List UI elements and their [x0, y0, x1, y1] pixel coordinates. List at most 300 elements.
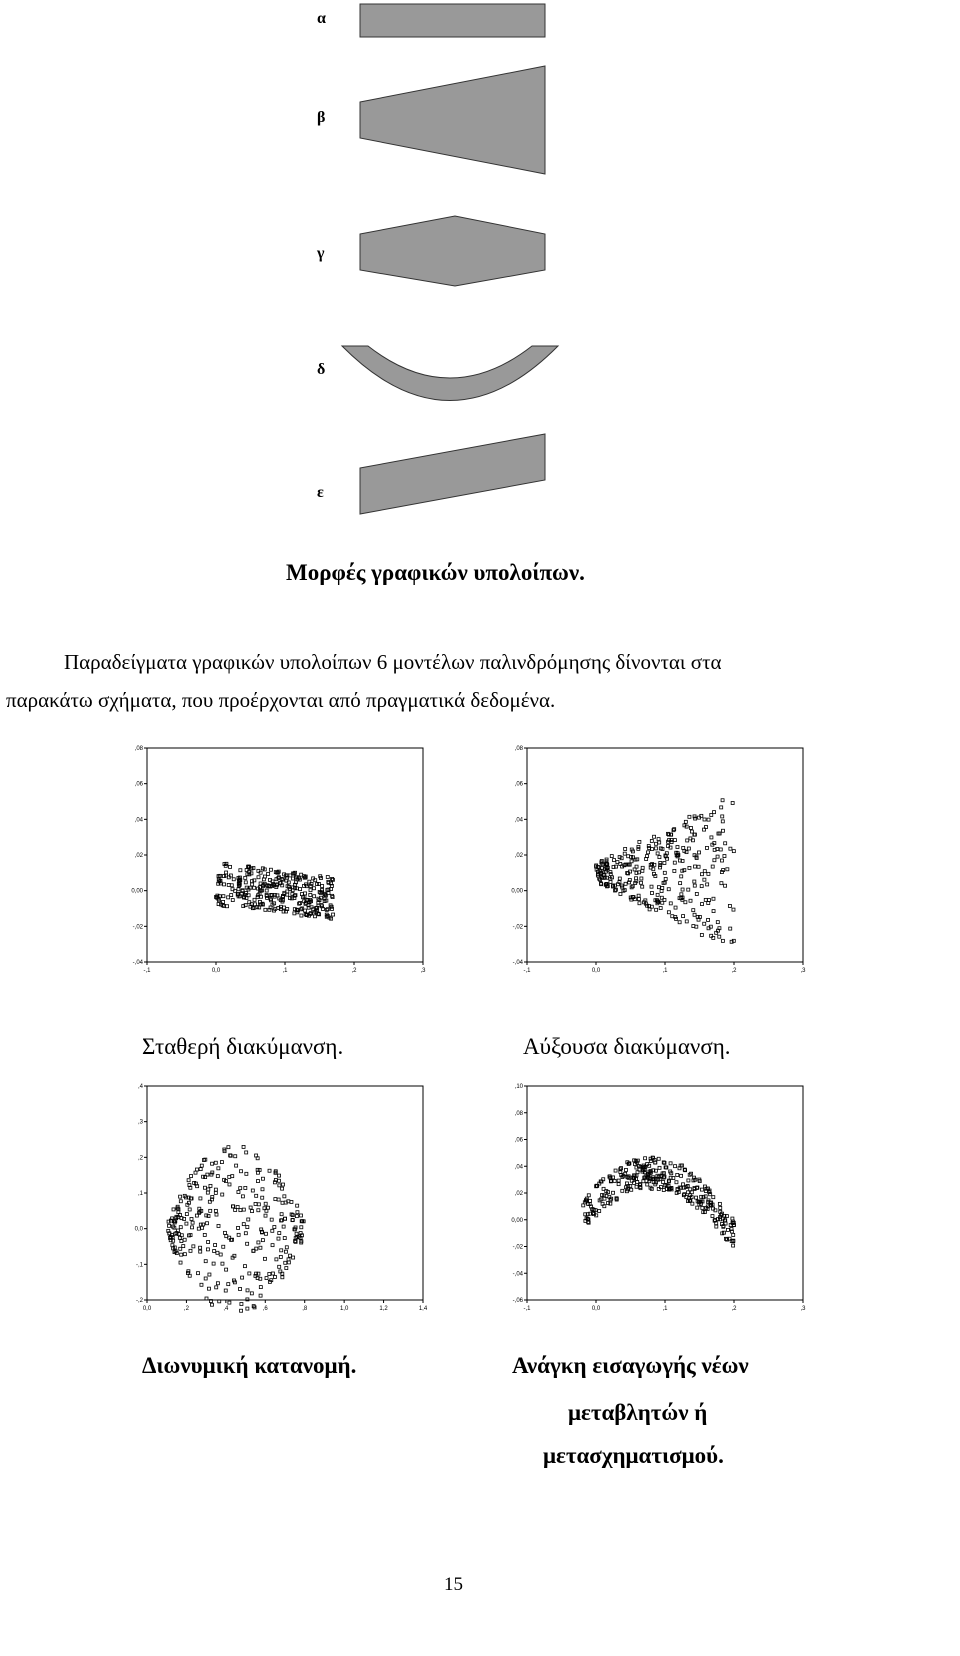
scatter-point	[255, 1194, 258, 1197]
scatter-point	[281, 1201, 284, 1204]
scatter-point	[206, 1191, 209, 1194]
scatter-point	[237, 1191, 240, 1194]
scatter-point	[285, 1267, 288, 1270]
scatter-point	[289, 1254, 292, 1257]
scatter-point	[658, 841, 661, 844]
scatter-point	[619, 892, 622, 895]
shape-diamond-gamma	[360, 216, 545, 286]
scatter-point	[635, 877, 638, 880]
x-tick-label: ,6	[262, 1306, 268, 1312]
scatter-point	[223, 1231, 226, 1234]
scatter-point	[256, 1180, 259, 1183]
scatter-point	[179, 1261, 182, 1264]
caption-transformation-line-2: μεταβλητών ή	[568, 1400, 708, 1425]
scatter-point	[674, 1165, 677, 1168]
scatter-point	[264, 1214, 267, 1217]
y-tick-label: 0,00	[131, 888, 143, 895]
scatter-point	[638, 902, 641, 905]
scatter-point	[720, 859, 723, 862]
caption-increasing-variance: Αύξουσα διακύμανση.	[523, 1034, 731, 1059]
scatter-point	[313, 895, 316, 898]
scatter-point	[664, 877, 667, 880]
scatter-point	[204, 1260, 207, 1263]
scatter-point	[179, 1247, 182, 1250]
scatter-point	[731, 1217, 734, 1220]
scatter-point	[264, 908, 267, 911]
scatter-point	[232, 878, 235, 881]
scatter-point	[168, 1224, 171, 1227]
scatter-point	[197, 1227, 200, 1230]
scatter-point	[299, 1214, 302, 1217]
scatter-plot-constant-variance	[115, 742, 435, 982]
scatter-point	[214, 1191, 217, 1194]
scatter-point	[180, 1253, 183, 1256]
scatter-point	[214, 1161, 217, 1164]
scatter-point	[227, 1146, 230, 1149]
scatter-point	[282, 1225, 285, 1228]
scatter-point	[271, 1272, 274, 1275]
scatter-point	[309, 884, 312, 887]
scatter-point	[222, 895, 225, 898]
scatter-point	[598, 1210, 601, 1213]
caption-transformation-line-1: Ανάγκη εισαγωγής νέων	[512, 1353, 749, 1378]
scatter-point	[623, 852, 626, 855]
scatter-point	[267, 872, 270, 875]
x-tick-label: ,4	[223, 1306, 229, 1312]
scatter-point	[732, 1244, 735, 1247]
scatter-point	[259, 1294, 262, 1297]
scatter-point	[192, 1245, 195, 1248]
caption-transformation-line-3: μετασχηματισμού.	[543, 1443, 724, 1468]
y-tick-label: 0,0	[134, 1226, 143, 1233]
scatter-point	[271, 1244, 274, 1247]
scatter-point	[253, 898, 256, 901]
scatter-point	[728, 904, 731, 907]
scatter-point	[674, 906, 677, 909]
scatter-point	[234, 1155, 237, 1158]
scatter-point	[667, 911, 670, 914]
scatter-point	[261, 1177, 264, 1180]
scatter-point	[724, 842, 727, 845]
scatter-point	[273, 1275, 276, 1278]
scatter-point	[194, 1171, 197, 1174]
y-tick-label: ,08	[514, 746, 523, 752]
scatter-point	[299, 888, 302, 891]
scatter-point	[680, 893, 683, 896]
scatter-point	[680, 875, 683, 878]
scatter-point	[684, 901, 687, 904]
scatter-point	[679, 882, 682, 885]
scatter-point	[251, 1189, 254, 1192]
shape-band-alpha	[360, 4, 545, 37]
scatter-point	[214, 1209, 217, 1212]
scatter-point	[237, 1233, 240, 1236]
scatter-point	[244, 1232, 247, 1235]
scatter-point	[612, 1191, 615, 1194]
scatter-point	[700, 933, 703, 936]
scatter-point	[658, 856, 661, 859]
scatter-point	[663, 861, 666, 864]
scatter-point	[700, 885, 703, 888]
scatter-point	[215, 1213, 218, 1216]
scatter-point	[197, 1272, 200, 1275]
scatter-point	[695, 1196, 698, 1199]
scatter-point	[244, 1186, 247, 1189]
x-tick-label: ,3	[800, 1306, 806, 1312]
scatter-point	[268, 1273, 271, 1276]
scatter-point	[673, 861, 676, 864]
scatter-point	[720, 882, 723, 885]
scatter-point	[278, 1174, 281, 1177]
scatter-point	[257, 1209, 260, 1212]
scatter-point	[245, 1172, 248, 1175]
scatter-point	[228, 1175, 231, 1178]
scatter-point	[609, 880, 612, 883]
scatter-point	[332, 913, 335, 916]
scatter-point	[695, 892, 698, 895]
scatter-point	[216, 1282, 219, 1285]
scatter-point	[621, 1189, 624, 1192]
scatter-point	[688, 815, 691, 818]
y-tick-label: -,2	[135, 1298, 143, 1304]
scatter-point	[263, 1257, 266, 1260]
scatter-point	[700, 1188, 703, 1191]
scatter-point	[698, 851, 701, 854]
paragraph-line-1: Παραδείγματα γραφικών υπολοίπων 6 μοντέλων παλινδρόμησης δίνονται στα	[64, 650, 722, 674]
scatter-point	[281, 1187, 284, 1190]
scatter-point	[257, 1203, 260, 1206]
scatter-point	[189, 1249, 192, 1252]
scatter-point	[693, 884, 696, 887]
scatter-point	[582, 1204, 585, 1207]
y-tick-label: -,04	[512, 960, 523, 966]
scatter-point	[686, 839, 689, 842]
scatter-point	[244, 881, 247, 884]
y-tick-label: ,4	[137, 1084, 143, 1090]
scatter-point	[669, 902, 672, 905]
scatter-point	[280, 1213, 283, 1216]
scatter-point	[721, 799, 724, 802]
scatter-point	[221, 1193, 224, 1196]
scatter-point	[259, 1246, 262, 1249]
scatter-point	[211, 1171, 214, 1174]
scatter-point	[720, 806, 723, 809]
scatter-point	[689, 899, 692, 902]
scatter-point	[613, 859, 616, 862]
scatter-point	[206, 1222, 209, 1225]
scatter-point	[701, 1206, 704, 1209]
scatter-point	[246, 1242, 249, 1245]
scatter-point	[241, 1195, 244, 1198]
scatter-point	[675, 1191, 678, 1194]
scatter-point	[617, 1183, 620, 1186]
x-tick-label: -,1	[523, 968, 531, 974]
scatter-point	[656, 893, 659, 896]
scatter-point	[239, 869, 242, 872]
scatter-point	[688, 866, 691, 869]
scatter-point	[719, 1206, 722, 1209]
scatter-point	[207, 1287, 210, 1290]
scatter-point	[719, 848, 722, 851]
scatter-point	[240, 1302, 243, 1305]
scatter-point	[265, 889, 268, 892]
scatter-point	[712, 936, 715, 939]
scatter-point	[199, 1246, 202, 1249]
y-tick-label: -,02	[512, 924, 523, 931]
scatter-point	[673, 839, 676, 842]
scatter-point	[724, 884, 727, 887]
y-tick-label: -,04	[132, 960, 143, 966]
shape-label-alpha: α	[317, 10, 326, 27]
y-tick-label: ,02	[514, 853, 523, 859]
scatter-point	[284, 1261, 287, 1264]
scatter-point	[655, 842, 658, 845]
scatter-point	[650, 885, 653, 888]
scatter-point	[692, 909, 695, 912]
scatter-point	[282, 1183, 285, 1186]
scatter-point	[726, 868, 729, 871]
scatter-point	[182, 1245, 185, 1248]
scatter-point	[281, 1276, 284, 1279]
scatter-point	[669, 1162, 672, 1165]
scatter-point	[251, 883, 254, 886]
scatter-point	[671, 915, 674, 918]
scatter-point	[223, 883, 226, 886]
scatter-point	[264, 1232, 267, 1235]
scatter-point	[647, 851, 650, 854]
shapes-caption: Μορφές γραφικών υπολοίπων.	[286, 560, 585, 585]
scatter-point	[710, 836, 713, 839]
y-tick-label: ,08	[514, 1110, 523, 1117]
scatter-plot-transformation-needed	[495, 1080, 815, 1320]
scatter-point	[212, 1262, 215, 1265]
scatter-point	[709, 1193, 712, 1196]
shape-wedge-beta	[360, 66, 545, 174]
shape-label-beta: β	[317, 109, 326, 126]
scatter-point	[292, 1256, 295, 1259]
shape-label-epsilon: ε	[317, 484, 324, 501]
scatter-point	[589, 1199, 592, 1202]
scatter-point	[732, 908, 735, 911]
shape-constant-variance	[0, 0, 960, 560]
scatter-point	[656, 852, 659, 855]
scatter-point	[208, 1273, 211, 1276]
scatter-point	[225, 871, 228, 874]
scatter-point	[300, 908, 303, 911]
scatter-point	[711, 865, 714, 868]
scatter-point	[680, 1174, 683, 1177]
scatter-point	[657, 886, 660, 889]
scatter-point	[228, 1183, 231, 1186]
scatter-point	[183, 1238, 186, 1241]
scatter-point	[681, 888, 684, 891]
scatter-point	[185, 1213, 188, 1216]
scatter-point	[261, 1239, 264, 1242]
scatter-point	[283, 906, 286, 909]
scatter-point	[244, 876, 247, 879]
scatter-point	[283, 1195, 286, 1198]
scatter-point	[187, 1179, 190, 1182]
scatter-point	[207, 1240, 210, 1243]
scatter-point	[713, 859, 716, 862]
y-tick-label: ,06	[134, 781, 143, 788]
scatter-point	[216, 1175, 219, 1178]
scatter-point	[261, 1196, 264, 1199]
scatter-point	[277, 1179, 280, 1182]
y-tick-label: ,3	[137, 1119, 143, 1126]
scatter-plot-binomial	[115, 1080, 435, 1320]
scatter-point	[240, 1309, 243, 1312]
y-tick-label: ,06	[514, 781, 523, 788]
scatter-point	[617, 1179, 620, 1182]
scatter-point	[729, 847, 732, 850]
scatter-point	[707, 918, 710, 921]
scatter-point	[641, 885, 644, 888]
scatter-point	[191, 1221, 194, 1224]
scatter-point	[676, 1173, 679, 1176]
scatter-point	[215, 1286, 218, 1289]
scatter-point	[275, 1258, 278, 1261]
scatter-point	[217, 1224, 220, 1227]
x-tick-label: ,8	[302, 1306, 308, 1312]
scatter-point	[696, 1206, 699, 1209]
scatter-point	[229, 865, 232, 868]
scatter-point	[716, 855, 719, 858]
scatter-point	[655, 908, 658, 911]
page-number: 15	[444, 1574, 463, 1595]
scatter-point	[676, 845, 679, 848]
scatter-point	[721, 815, 724, 818]
scatter-point	[230, 884, 233, 887]
scatter-point	[704, 898, 707, 901]
scatter-point	[296, 1211, 299, 1214]
scatter-point	[179, 1226, 182, 1229]
scatter-point	[731, 801, 734, 804]
scatter-point	[712, 897, 715, 900]
scatter-point	[653, 835, 656, 838]
scatter-point	[203, 1186, 206, 1189]
x-tick-label: ,3	[420, 968, 426, 974]
y-tick-label: -,02	[132, 924, 143, 931]
plot-frame	[527, 1086, 803, 1300]
y-tick-label: ,06	[514, 1137, 523, 1144]
scatter-point	[226, 905, 229, 908]
scatter-point	[687, 847, 690, 850]
scatter-point	[222, 1245, 225, 1248]
scatter-point	[723, 855, 726, 858]
scatter-point	[689, 826, 692, 829]
scatter-point	[732, 850, 735, 853]
x-tick-label: ,2	[183, 1306, 189, 1312]
scatter-point	[637, 894, 640, 897]
scatter-point	[700, 873, 703, 876]
scatter-point	[268, 1169, 271, 1172]
scatter-point	[254, 1202, 257, 1205]
shape-trend-epsilon	[360, 434, 545, 514]
scatter-point	[646, 1183, 649, 1186]
scatter-point	[278, 1265, 281, 1268]
scatter-point	[243, 1265, 246, 1268]
scatter-point	[242, 1208, 245, 1211]
scatter-point	[214, 1244, 217, 1247]
scatter-point	[239, 1209, 242, 1212]
y-tick-label: -,04	[512, 1271, 523, 1278]
scatter-point	[610, 855, 613, 858]
scatter-point	[251, 1210, 254, 1213]
scatter-point	[710, 934, 713, 937]
scatter-point	[618, 877, 621, 880]
x-tick-label: ,2	[351, 968, 357, 974]
x-tick-label: 1,0	[339, 1306, 349, 1312]
scatter-point	[185, 1222, 188, 1225]
scatter-point	[703, 878, 706, 881]
plot-frame	[147, 748, 423, 962]
scatter-point	[693, 913, 696, 916]
scatter-point	[662, 1181, 665, 1184]
scatter-point	[269, 868, 272, 871]
scatter-point	[257, 1241, 260, 1244]
scatter-point	[237, 888, 240, 891]
scatter-point	[644, 1157, 647, 1160]
scatter-point	[641, 869, 644, 872]
scatter-point	[190, 1175, 193, 1178]
scatter-point	[290, 1200, 293, 1203]
scatter-point	[657, 1157, 660, 1160]
scatter-point	[635, 1185, 638, 1188]
scatter-point	[221, 1262, 224, 1265]
scatter-point	[241, 1276, 244, 1279]
y-tick-label: -,1	[135, 1262, 143, 1269]
scatter-point	[613, 1179, 616, 1182]
scatter-point	[270, 1218, 273, 1221]
scatter-point	[263, 868, 266, 871]
y-tick-label: ,04	[134, 817, 143, 824]
scatter-point	[721, 829, 724, 832]
scatter-point	[188, 1208, 191, 1211]
scatter-point	[209, 1184, 212, 1187]
scatter-point	[624, 1168, 627, 1171]
scatter-point	[240, 1170, 243, 1173]
scatter-point	[300, 1226, 303, 1229]
scatter-point	[707, 872, 710, 875]
scatter-point	[715, 1225, 718, 1228]
scatter-point	[712, 910, 715, 913]
scatter-point	[295, 1215, 298, 1218]
scatter-point	[663, 871, 666, 874]
scatter-point	[703, 922, 706, 925]
scatter-point	[180, 1240, 183, 1243]
x-tick-label: ,1	[662, 968, 668, 974]
scatter-point	[614, 1169, 617, 1172]
scatter-point	[642, 1180, 645, 1183]
scatter-point	[172, 1208, 175, 1211]
scatter-point	[199, 1250, 202, 1253]
x-tick-label: 0,0	[142, 1306, 152, 1312]
scatter-point	[630, 886, 633, 889]
scatter-point	[227, 1283, 230, 1286]
scatter-point	[264, 1202, 267, 1205]
scatter-point	[718, 1202, 721, 1205]
scatter-point	[706, 883, 709, 886]
scatter-point	[678, 921, 681, 924]
scatter-point	[246, 1289, 249, 1292]
scatter-point	[313, 887, 316, 890]
scatter-point	[245, 1151, 248, 1154]
scatter-point	[211, 1162, 214, 1165]
scatter-point	[277, 1237, 280, 1240]
scatter-point	[630, 1188, 633, 1191]
scatter-point	[191, 1226, 194, 1229]
